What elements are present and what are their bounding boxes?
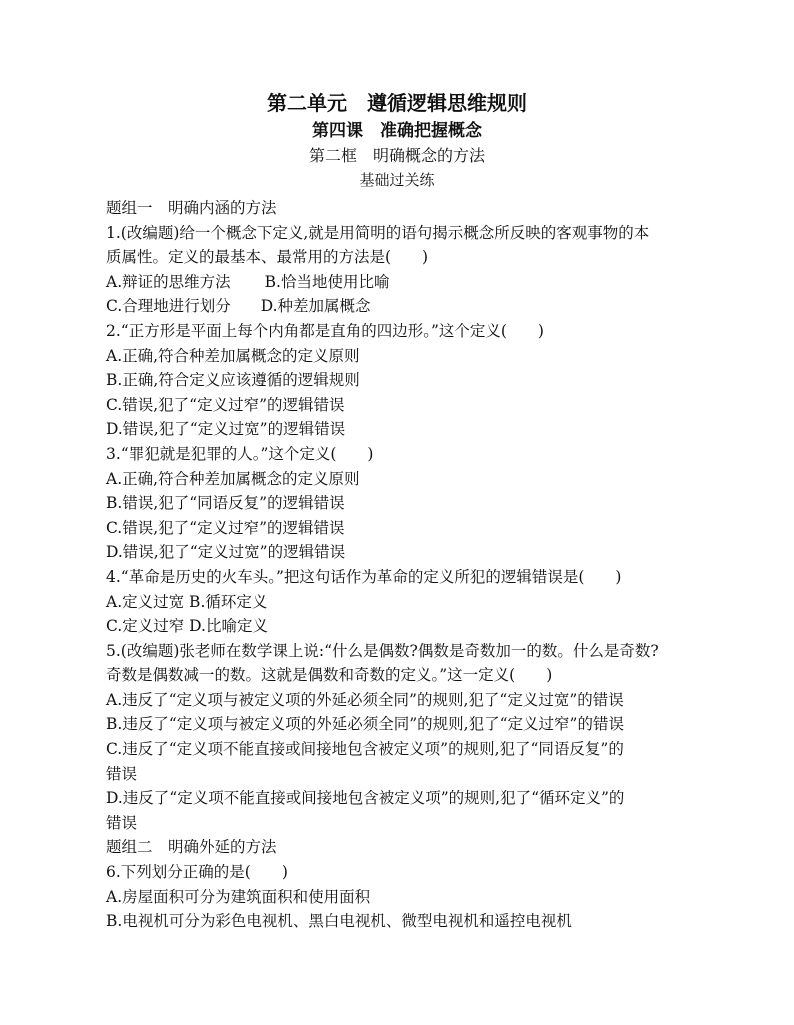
question-1-stem-line1: 1.(改编题)给一个概念下定义,就是用简明的语句揭示概念所反映的客观事物的本 (106, 223, 650, 242)
question-3-option-d: D.错误,犯了“定义过宽”的逻辑错误 (106, 543, 346, 562)
question-2-option-c: C.错误,犯了“定义过窄”的逻辑错误 (106, 395, 345, 414)
question-5-option-c-line1: C.违反了“定义项不能直接或间接地包含被定义项”的规则,犯了“同语反复”的 (106, 740, 624, 759)
question-3 (106, 442, 696, 565)
question-5-option-d-line1: D.违反了“定义项不能直接或间接地包含被定义项”的规则,犯了“循环定义”的 (106, 789, 625, 808)
question-4 (106, 565, 696, 639)
section-heading-group1: 题组一 明确内涵的方法 (106, 199, 277, 217)
question-1-option-c: C.合理地进行划分 (106, 297, 231, 316)
question-4-options-cd: C.定义过窄 D.比喻定义 (106, 617, 268, 636)
question-1-option-a: A.辩证的思维方法 (106, 272, 231, 291)
title-block (0, 88, 794, 192)
question-2-option-a: A.正确,符合种差加属概念的定义原则 (106, 346, 360, 365)
question-1-options-cd (106, 294, 696, 319)
frame-title: 第二框 明确概念的方法 (308, 146, 485, 165)
question-1-options-ab (106, 270, 696, 295)
question-6-stem: 6.下列划分正确的是( ) (106, 863, 288, 882)
question-5-stem-line2: 奇数是偶数减一的数。这就是偶数和奇数的定义。”这一定义( ) (106, 666, 553, 685)
question-6-option-b: B.电视机可分为彩色电视机、黑白电视机、微型电视机和遥控电视机 (106, 912, 572, 931)
question-3-option-a: A.正确,符合种差加属概念的定义原则 (106, 469, 360, 488)
question-2-option-d: D.错误,犯了“定义过宽”的逻辑错误 (106, 420, 346, 439)
unit-title: 第二单元 遵循逻辑思维规则 (267, 91, 527, 115)
question-5 (106, 639, 696, 836)
question-6-option-a: A.房屋面积可分为建筑面积和使用面积 (106, 887, 371, 906)
question-4-options-ab: A.定义过宽 B.循环定义 (106, 592, 268, 611)
question-1-stem-line2: 质属性。定义的最基本、最常用的方法是( ) (106, 248, 429, 267)
question-content (106, 196, 696, 934)
question-2 (106, 319, 696, 442)
practice-title: 基础过关练 (359, 171, 435, 189)
question-2-option-b: B.正确,符合定义应该遵循的逻辑规则 (106, 371, 360, 390)
question-2-stem: 2.“正方形是平面上每个内角都是直角的四边形。”这个定义( ) (106, 321, 544, 340)
section-heading-group2: 题组二 明确外延的方法 (106, 838, 277, 857)
question-3-stem: 3.“罪犯就是犯罪的人。”这个定义( ) (106, 444, 374, 463)
question-3-option-b: B.错误,犯了“同语反复”的逻辑错误 (106, 494, 345, 513)
question-5-stem-line1: 5.(改编题)张老师在数学课上说:“什么是偶数?偶数是奇数加一的数。什么是奇数? (106, 641, 659, 660)
question-1-option-b: B.恰当地使用比喻 (264, 272, 390, 291)
question-3-option-c: C.错误,犯了“定义过窄”的逻辑错误 (106, 518, 345, 537)
question-1 (106, 221, 696, 319)
question-4-stem: 4.“革命是历史的火车头。”把这句话作为革命的定义所犯的逻辑错误是( ) (106, 567, 622, 586)
question-5-option-a: A.违反了“定义项与被定义项的外延必须全同”的规则,犯了“定义过宽”的错误 (106, 690, 624, 709)
question-6 (106, 860, 696, 934)
question-5-option-d-line2: 错误 (106, 813, 138, 832)
lesson-title: 第四课 准确把握概念 (312, 121, 482, 141)
question-1-option-d: D.种差加属概念 (260, 297, 371, 316)
question-5-option-c-line2: 错误 (106, 764, 138, 783)
question-5-option-b: B.违反了“定义项与被定义项的外延必须全同”的规则,犯了“定义过窄”的错误 (106, 715, 624, 734)
